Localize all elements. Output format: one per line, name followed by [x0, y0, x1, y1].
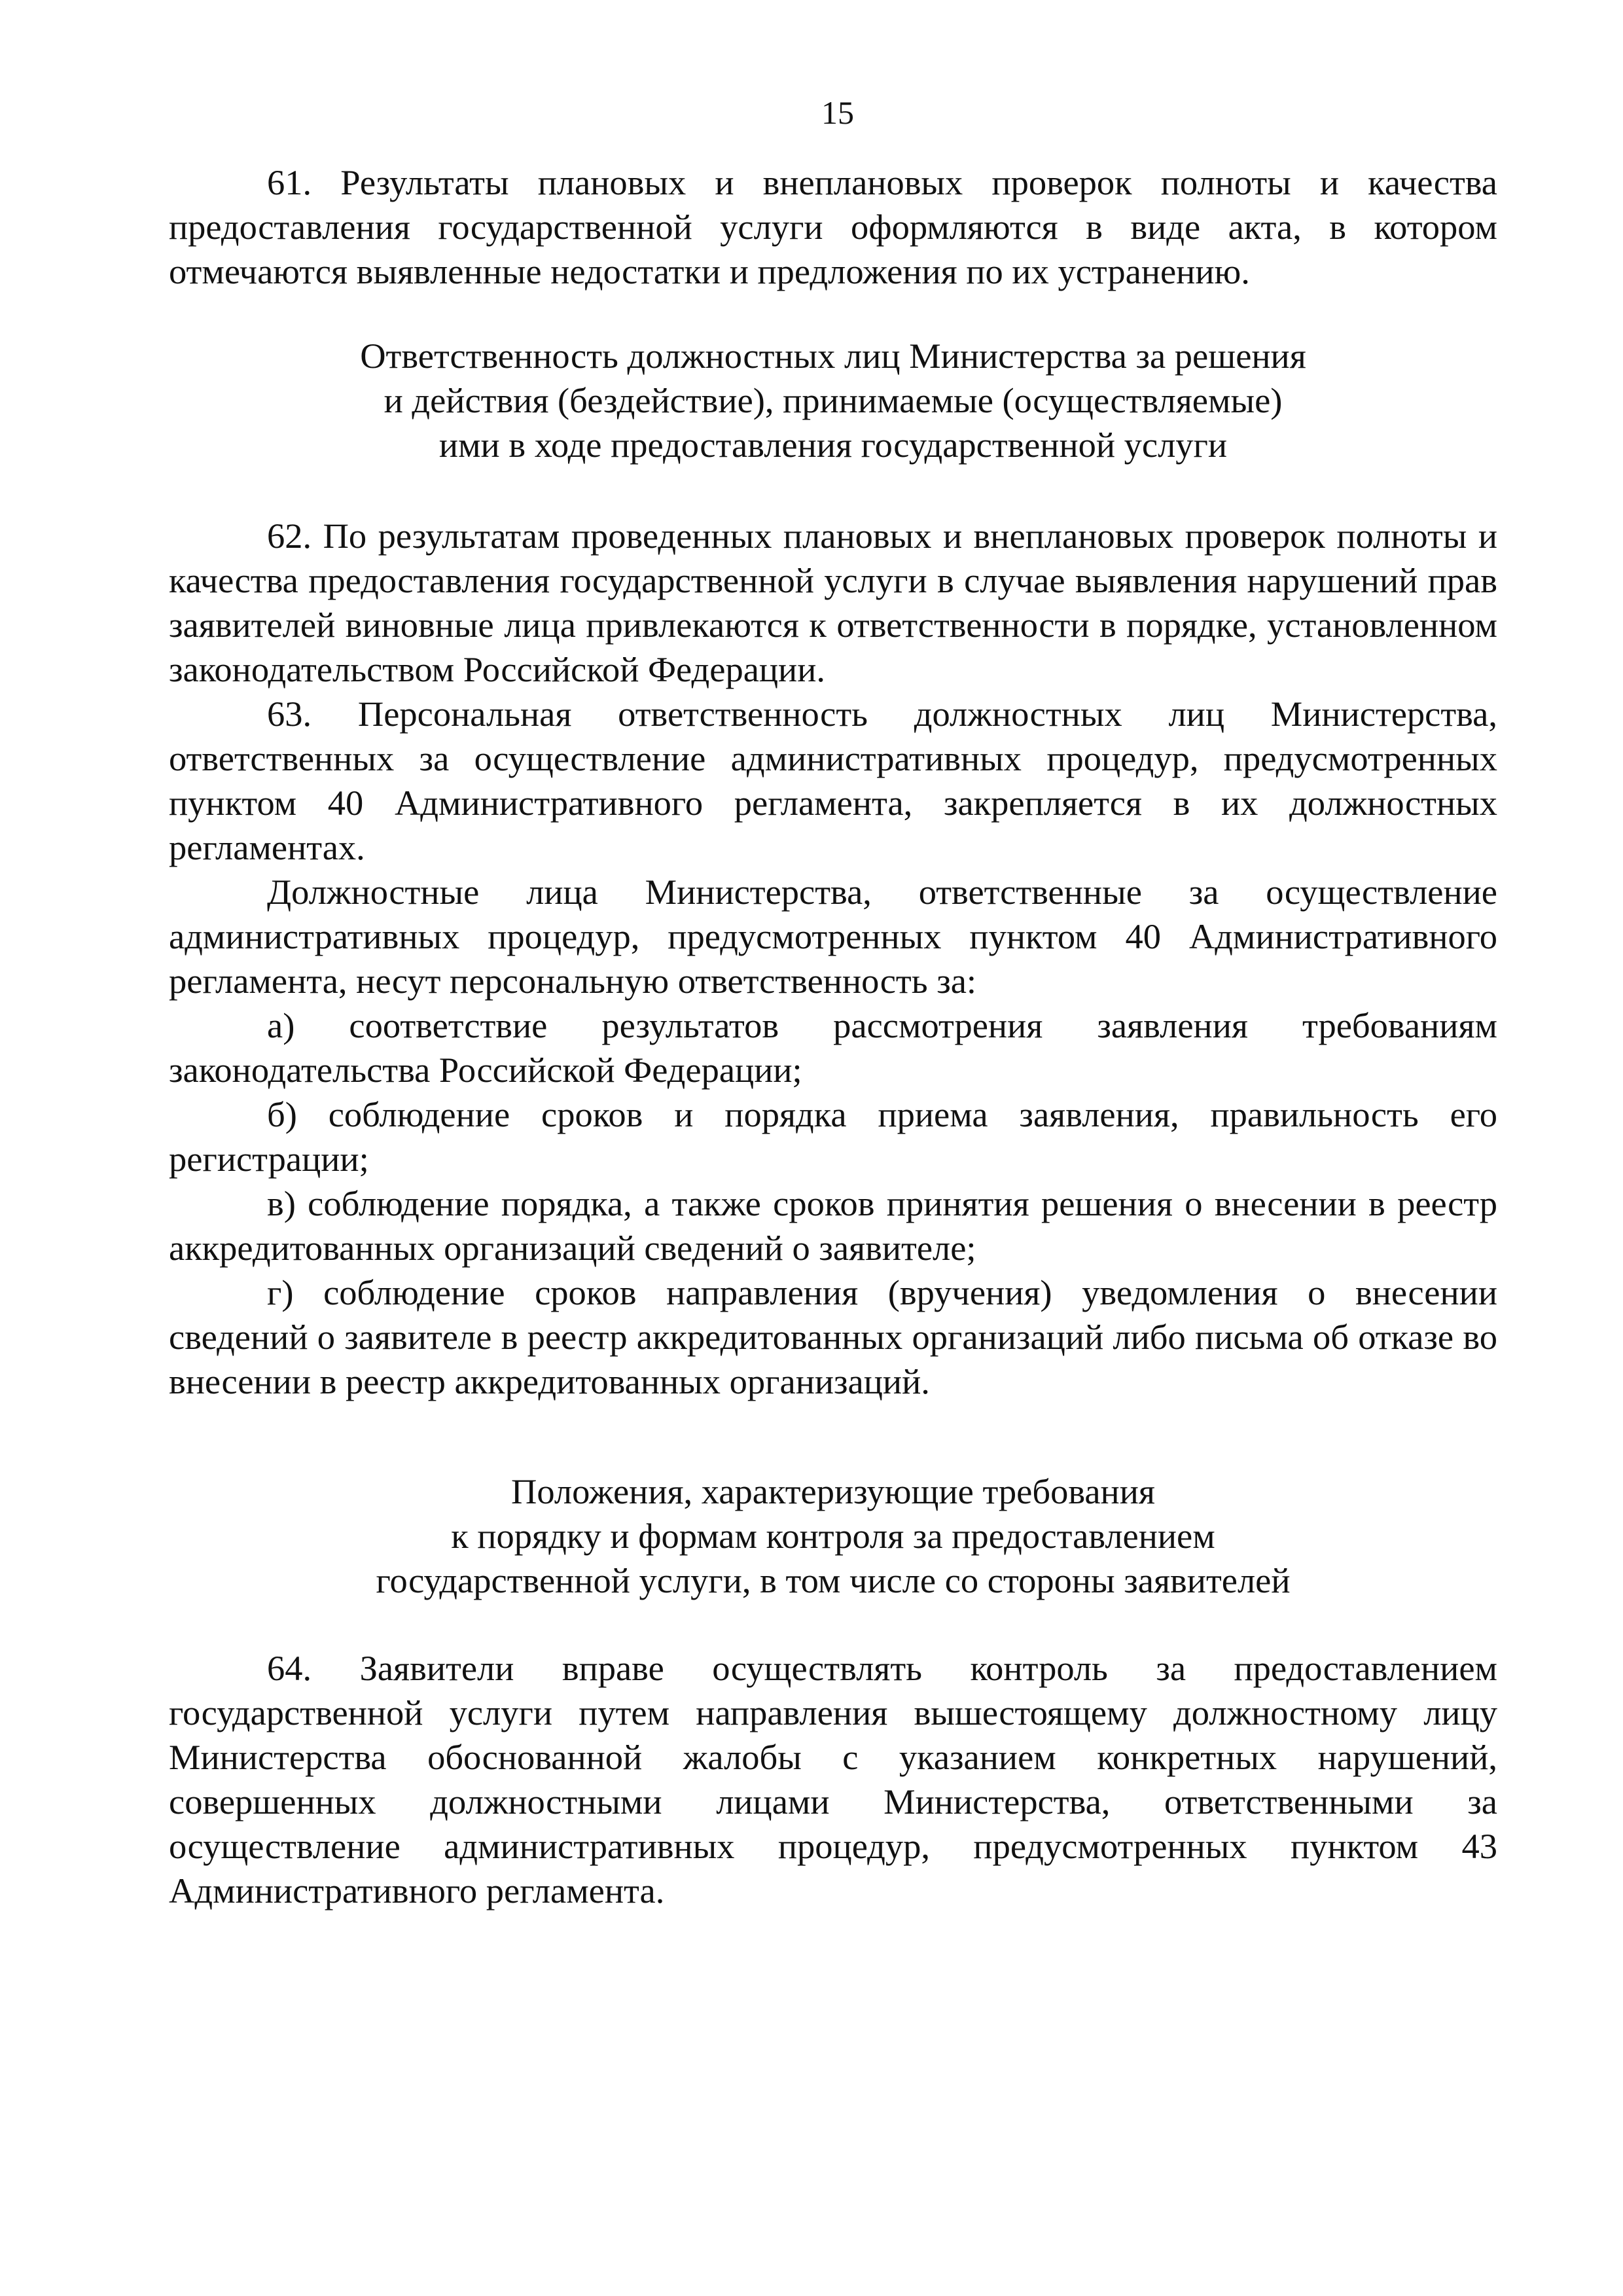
- paragraph-62: 62. По результатам проведенных плановых и внеплановых проверок полноты и качества предоставления государственной услуги в случае выявления нарушений прав заявителей виновные лица привлекаются к ответственности в порядке, установленном законодательством Российской Федерации.: [169, 516, 1497, 689]
- section-block-3: [169, 1646, 1497, 1913]
- list-item-b: б) соблюдение сроков и порядка приема заявления, правильность его регистрации;: [169, 1094, 1497, 1179]
- section-block-1: [169, 160, 1497, 294]
- paragraph-64: 64. Заявители вправе осуществлять контроль за предоставлением государственной услуги путем направления вышестоящему должностному лицу Министерства обоснованной жалобы с указанием конкретных нарушений, совершенных должностными лицами Министерства, ответственными за осуществление административных процедур, предусмотренных пунктом 43 Административного регламента.: [169, 1648, 1497, 1910]
- heading-line: к порядку и формам контроля за предоставлением: [451, 1516, 1215, 1556]
- heading-line: Положения, характеризующие требования: [511, 1471, 1155, 1511]
- section-block-2: [169, 514, 1497, 1404]
- paragraph-63-continued: Должностные лица Министерства, ответственные за осуществление административных процедур, предусмотренных пунктом 40 Административного регламента, несут персональную ответственность за:: [169, 872, 1497, 1001]
- section-heading-responsibility: [169, 334, 1497, 467]
- heading-line: ими в ходе предоставления государственной услуги: [438, 425, 1228, 465]
- page-number: 15: [821, 94, 854, 131]
- section-heading-control-requirements: [169, 1469, 1497, 1603]
- heading-line: государственной услуги, в том числе со стороны заявителей: [376, 1560, 1291, 1600]
- list-item-v: в) соблюдение порядка, а также сроков принятия решения о внесении в реестр аккредитованных организаций сведений о заявителе;: [169, 1183, 1497, 1268]
- list-item-g: г) соблюдение сроков направления (вручения) уведомления о внесении сведений о заявителе в реестр аккредитованных организаций либо письма об отказе во внесении в реестр аккредитованных организаций.: [169, 1272, 1497, 1401]
- heading-line: Ответственность должностных лиц Министерства за решения: [360, 336, 1306, 376]
- paragraph-61: 61. Результаты плановых и внеплановых проверок полноты и качества предоставления государственной услуги оформляются в виде акта, в котором отмечаются выявленные недостатки и предложения по их устранению.: [169, 162, 1497, 291]
- heading-line: и действия (бездействие), принимаемые (осуществляемые): [383, 380, 1283, 420]
- paragraph-63: 63. Персональная ответственность должностных лиц Министерства, ответственных за осуществление административных процедур, предусмотренных пунктом 40 Административного регламента, закрепляется в их должностных регламентах.: [169, 694, 1497, 867]
- list-item-a: а) соответствие результатов рассмотрения заявления требованиям законодательства Российской Федерации;: [169, 1005, 1497, 1090]
